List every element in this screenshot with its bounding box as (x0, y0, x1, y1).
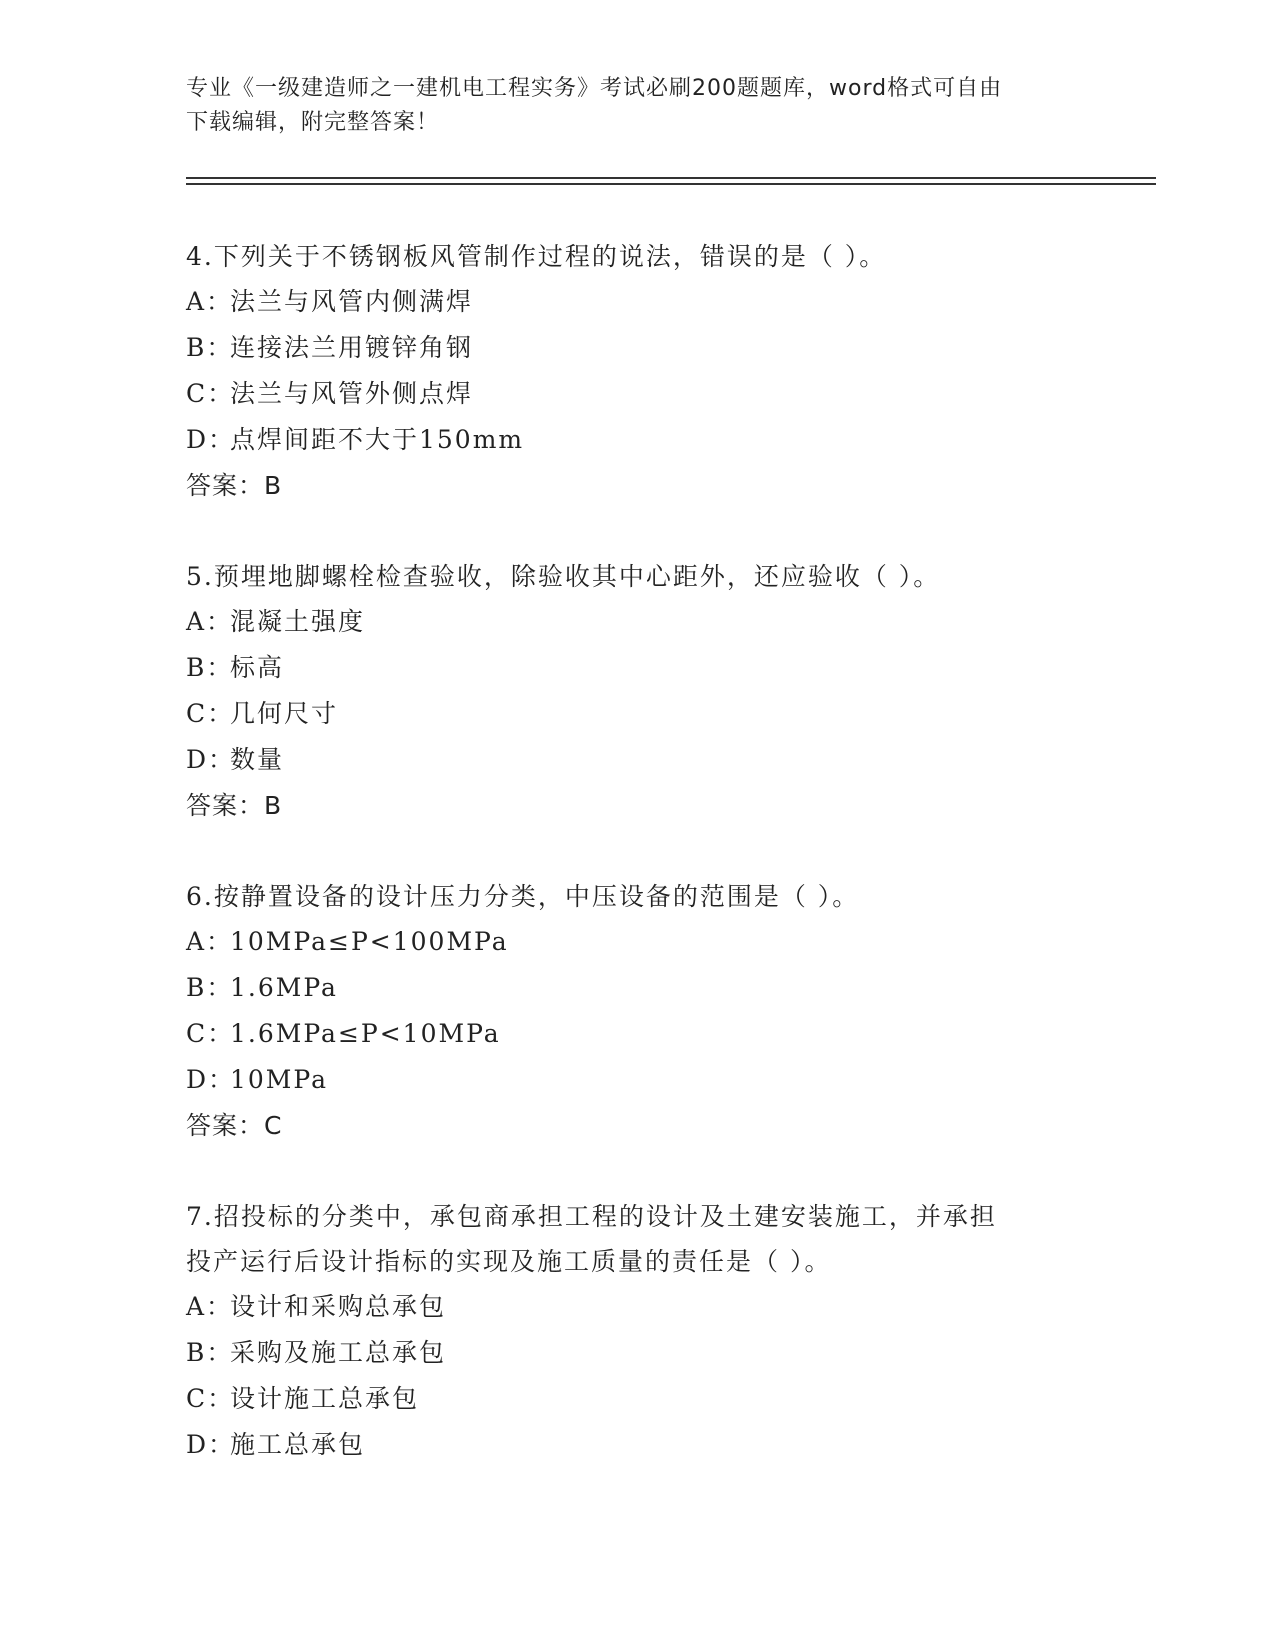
question-stem-line-1: 7.招投标的分类中，承包商承担工程的设计及土建安装施工，并承担 (186, 1202, 997, 1231)
option-text: 数量 (230, 745, 285, 774)
option-letter: A： (186, 927, 234, 956)
question-5 (186, 554, 1086, 829)
option-d (186, 737, 1086, 783)
answer: 答案：C (186, 1111, 283, 1140)
option-c (186, 371, 1086, 417)
option-letter: C： (186, 699, 235, 728)
option-a (186, 279, 1086, 325)
option-text: 标高 (230, 653, 285, 682)
header-divider-bottom (186, 183, 1156, 185)
option-letter: D： (186, 1430, 236, 1459)
option-d (186, 1422, 1086, 1468)
option-text: 采购及施工总承包 (230, 1338, 447, 1367)
option-c (186, 1011, 1086, 1057)
option-letter: D： (186, 745, 236, 774)
header-divider-top (186, 177, 1156, 179)
document-header (186, 72, 1086, 140)
option-a (186, 919, 1086, 965)
option-text: 法兰与风管外侧点焊 (230, 379, 474, 408)
option-letter: A： (186, 1292, 234, 1321)
question-stem-line-2: 投产运行后设计指标的实现及施工质量的责任是（ ）。 (186, 1247, 832, 1276)
option-b (186, 645, 1086, 691)
option-text: 设计和采购总承包 (230, 1292, 447, 1321)
option-c (186, 1376, 1086, 1422)
option-text: 1.6MPa (230, 973, 338, 1002)
option-letter: C： (186, 1384, 235, 1413)
question-stem: 6.按静置设备的设计压力分类，中压设备的范围是（ ）。 (186, 882, 860, 911)
option-text: 法兰与风管内侧满焊 (230, 287, 474, 316)
question-6 (186, 874, 1086, 1149)
header-line-2: 下载编辑，附完整答案！ (186, 110, 440, 135)
option-text: 10MPa≤P<100MPa (230, 927, 509, 956)
option-letter: B： (186, 973, 234, 1002)
option-letter: A： (186, 287, 234, 316)
answer: 答案：B (186, 791, 283, 820)
answer: 答案：B (186, 471, 283, 500)
option-text: 连接法兰用镀锌角钢 (230, 333, 474, 362)
option-text: 点焊间距不大于150mm (230, 425, 525, 454)
option-text: 10MPa (230, 1065, 329, 1094)
option-text: 设计施工总承包 (230, 1384, 420, 1413)
question-stem: 4.下列关于不锈钢板风管制作过程的说法，错误的是（ ）。 (186, 242, 887, 271)
option-letter: A： (186, 607, 234, 636)
option-b (186, 1330, 1086, 1376)
option-d (186, 417, 1086, 463)
option-b (186, 965, 1086, 1011)
option-a (186, 599, 1086, 645)
question-stem: 5.预埋地脚螺栓检查验收，除验收其中心距外，还应验收（ ）。 (186, 562, 941, 591)
option-d (186, 1057, 1086, 1103)
question-7 (186, 1194, 1086, 1468)
option-b (186, 325, 1086, 371)
option-letter: B： (186, 653, 234, 682)
option-c (186, 691, 1086, 737)
option-text: 施工总承包 (230, 1430, 366, 1459)
option-letter: C： (186, 1019, 235, 1048)
option-text: 混凝土强度 (230, 607, 366, 636)
question-4 (186, 234, 1086, 509)
option-text: 1.6MPa≤P<10MPa (230, 1019, 501, 1048)
option-letter: B： (186, 333, 234, 362)
option-letter: B： (186, 1338, 234, 1367)
option-letter: D： (186, 425, 236, 454)
option-letter: D： (186, 1065, 236, 1094)
option-a (186, 1284, 1086, 1330)
header-line-1: 专业《一级建造师之一建机电工程实务》考试必刷200题题库，word格式可自由 (186, 76, 1003, 101)
option-text: 几何尺寸 (230, 699, 339, 728)
option-letter: C： (186, 379, 235, 408)
